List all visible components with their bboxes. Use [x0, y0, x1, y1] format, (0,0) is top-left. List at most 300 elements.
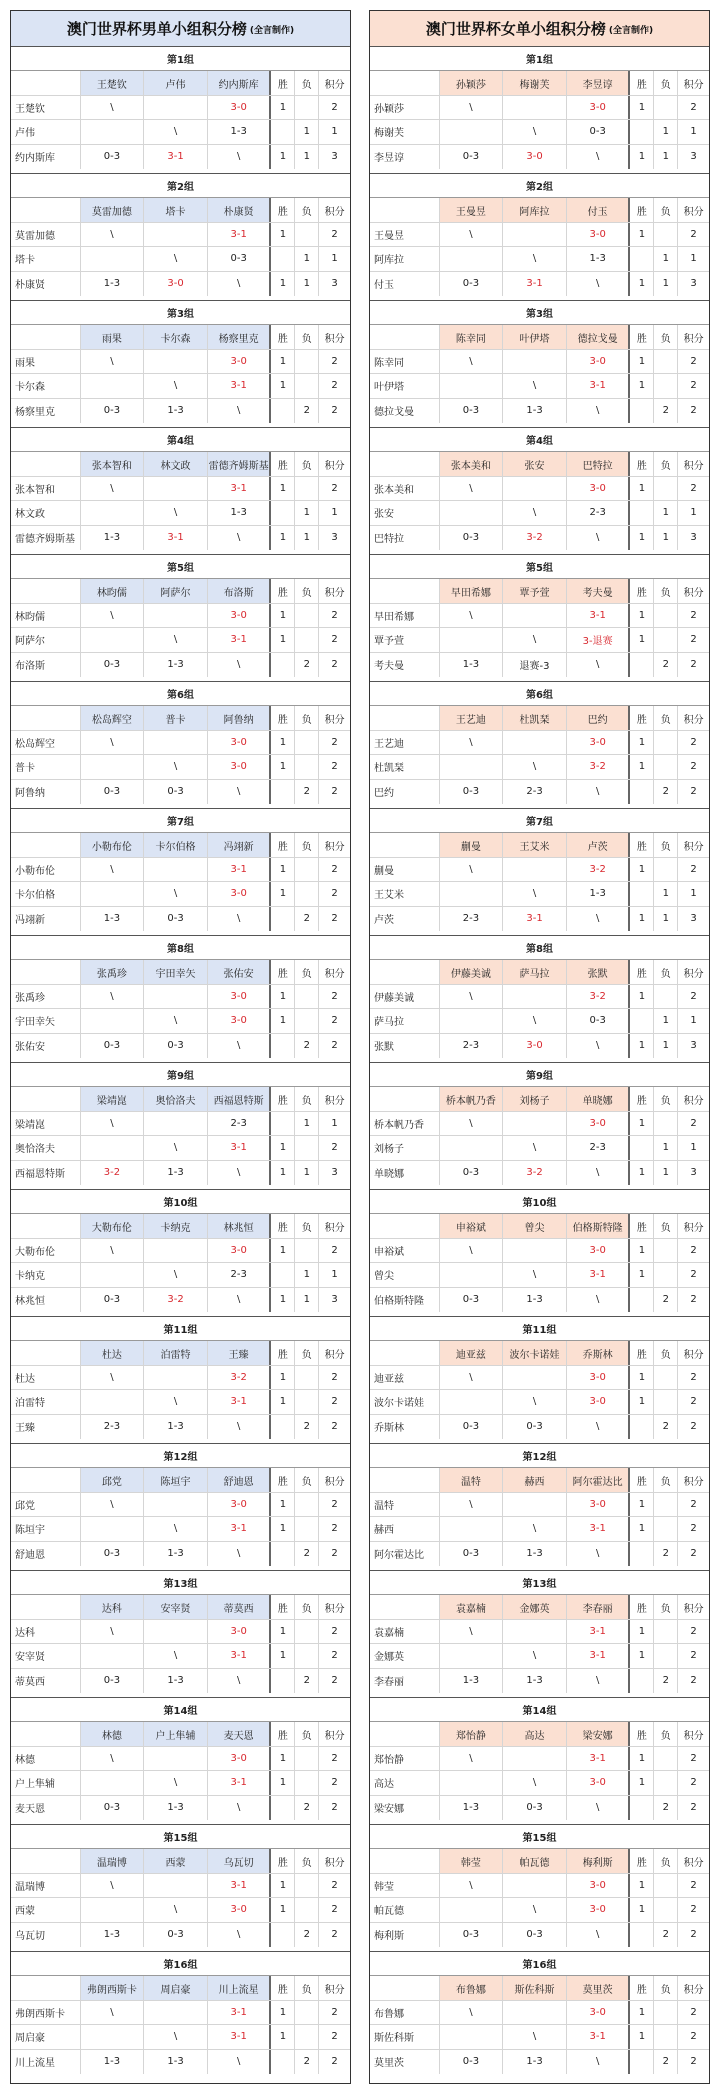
score-cell: \	[567, 2050, 631, 2074]
points-cell: 2	[331, 1548, 338, 1560]
stat-header: 胜	[271, 960, 295, 983]
score-cell: 0-3	[81, 1288, 145, 1312]
score-cell: 1-3	[440, 1669, 504, 1693]
player-name: 梅谢芙	[370, 120, 440, 143]
losses-cell: 1	[654, 247, 678, 270]
wins-cell: 1	[271, 1009, 295, 1032]
points-cell: 2	[331, 228, 338, 240]
opponent-header: 李昱谆	[567, 71, 631, 94]
score-cell	[503, 1620, 567, 1643]
points-cell: 1	[690, 126, 697, 138]
stat-header: 积分	[683, 587, 704, 599]
wins-cell: 1	[630, 1874, 654, 1897]
score-cell: 3-1	[144, 526, 208, 550]
stat-header: 胜	[271, 833, 295, 856]
wins-cell: 1	[630, 731, 654, 754]
table-row	[370, 1923, 709, 1947]
score-cell: 3-0	[567, 1874, 631, 1897]
losses-cell	[654, 858, 678, 881]
player-name: 蒂莫西	[11, 1669, 81, 1693]
points-cell: 2	[690, 2056, 697, 2068]
wins-cell: 1	[630, 374, 654, 397]
score-cell: 3-1	[567, 1263, 631, 1286]
table-row	[370, 350, 709, 374]
losses-cell	[654, 1112, 678, 1135]
score-cell: \	[81, 1239, 145, 1262]
opponent-header: 金娜英	[503, 1595, 567, 1618]
points-cell: 2	[690, 609, 697, 621]
losses-cell: 1	[654, 120, 678, 143]
score-cell: \	[567, 272, 631, 296]
score-cell	[503, 1366, 567, 1389]
opponent-header: 蒯曼	[440, 833, 504, 856]
wins-cell: 1	[630, 96, 654, 119]
losses-cell: 2	[654, 399, 678, 423]
player-name: 韩莹	[370, 1874, 440, 1897]
score-cell: \	[81, 604, 145, 627]
group-block	[11, 174, 350, 301]
score-cell	[144, 477, 208, 500]
points-cell: 2	[331, 1777, 338, 1789]
score-cell: 3-1	[208, 1644, 272, 1667]
wins-cell	[630, 501, 654, 524]
table-row	[11, 1366, 350, 1390]
opponent-header: 斯佐科斯	[503, 1976, 567, 1999]
table-row	[11, 2025, 350, 2049]
points-cell: 3	[690, 151, 697, 163]
table-row	[370, 1415, 709, 1439]
score-cell	[144, 985, 208, 1008]
wins-cell: 1	[271, 1390, 295, 1413]
opponent-header: 大勒布伦	[81, 1214, 145, 1237]
score-cell: \	[208, 2050, 272, 2074]
player-name: 孙颖莎	[370, 96, 440, 119]
points-cell: 2	[690, 405, 697, 417]
table-row	[11, 1263, 350, 1287]
points-cell: 2	[690, 1752, 697, 1764]
table-row	[11, 1161, 350, 1185]
losses-cell: 2	[295, 653, 319, 677]
wins-cell	[630, 780, 654, 804]
group-header-row	[370, 198, 709, 222]
score-cell: 0-3	[81, 399, 145, 423]
table-row	[11, 1874, 350, 1898]
table-row	[370, 1517, 709, 1541]
stat-header: 胜	[271, 198, 295, 221]
player-name: 桥本帆乃香	[370, 1112, 440, 1135]
points-cell: 3	[690, 913, 697, 925]
score-cell: 0-3	[440, 1415, 504, 1439]
losses-cell	[295, 1771, 319, 1794]
score-cell: 3-1	[567, 1747, 631, 1770]
points-cell: 2	[690, 736, 697, 748]
score-cell: 0-3	[440, 526, 504, 550]
points-cell: 2	[331, 990, 338, 1002]
stat-header: 负	[295, 1087, 319, 1110]
score-cell: 3-0	[567, 223, 631, 246]
points-cell: 2	[331, 913, 338, 925]
wins-cell	[630, 1542, 654, 1566]
score-cell: \	[503, 1390, 567, 1413]
score-cell: 0-3	[81, 1542, 145, 1566]
score-cell: 3-0	[208, 1747, 272, 1770]
score-cell: 3-1	[208, 374, 272, 397]
corner-cell	[11, 452, 81, 475]
score-cell: \	[208, 1161, 272, 1185]
losses-cell	[654, 350, 678, 373]
stat-header: 胜	[271, 1214, 295, 1237]
player-name: 萨马拉	[370, 1009, 440, 1032]
stat-header: 负	[654, 833, 678, 856]
opponent-header: 王楚钦	[81, 71, 145, 94]
score-cell: 1-3	[567, 882, 631, 905]
losses-cell	[654, 985, 678, 1008]
score-cell: \	[440, 604, 504, 627]
opponent-header: 王曼昱	[440, 198, 504, 221]
losses-cell	[295, 477, 319, 500]
score-cell	[440, 882, 504, 905]
opponent-header: 蒂莫西	[208, 1595, 272, 1618]
score-cell: \	[567, 399, 631, 423]
score-cell: 3-1	[144, 145, 208, 169]
stat-header: 负	[654, 1849, 678, 1872]
score-cell: \	[144, 1390, 208, 1413]
score-cell: 3-2	[567, 858, 631, 881]
points-cell: 2	[331, 888, 338, 900]
group-block	[11, 1444, 350, 1571]
losses-cell	[654, 1390, 678, 1413]
points-cell: 2	[331, 1650, 338, 1662]
score-cell: 1-3	[144, 1161, 208, 1185]
losses-cell: 2	[654, 2050, 678, 2074]
opponent-header: 巴约	[567, 706, 631, 729]
score-cell: \	[208, 1796, 272, 1820]
score-cell	[503, 223, 567, 246]
opponent-header: 梅利斯	[567, 1849, 631, 1872]
score-cell: \	[144, 1898, 208, 1921]
score-cell	[503, 350, 567, 373]
table-row	[370, 2050, 709, 2074]
wins-cell	[271, 1796, 295, 1820]
table-row	[370, 1874, 709, 1898]
score-cell: 0-3	[503, 1796, 567, 1820]
losses-cell: 2	[654, 1796, 678, 1820]
group-title: 第6组	[370, 682, 709, 706]
stat-header: 胜	[271, 1722, 295, 1745]
opponent-header: 韩莹	[440, 1849, 504, 1872]
stat-header: 负	[295, 1468, 319, 1491]
stat-header: 积分	[683, 79, 704, 91]
opponent-header: 萨马拉	[503, 960, 567, 983]
group-block	[370, 1317, 709, 1444]
group-block	[370, 809, 709, 936]
score-cell: 3-2	[144, 1288, 208, 1312]
score-cell: 1-3	[440, 1796, 504, 1820]
score-cell: \	[503, 120, 567, 143]
score-cell: 1-3	[503, 2050, 567, 2074]
corner-cell	[370, 71, 440, 94]
group-title: 第9组	[370, 1063, 709, 1087]
table-row	[370, 1263, 709, 1287]
points-cell: 2	[331, 634, 338, 646]
losses-cell	[295, 374, 319, 397]
score-cell: 3-1	[208, 1517, 272, 1540]
wins-cell: 1	[630, 1390, 654, 1413]
score-cell: \	[144, 1009, 208, 1032]
score-cell: \	[208, 399, 272, 423]
score-cell: 3-1	[208, 1136, 272, 1159]
table-row	[11, 780, 350, 804]
table-row	[370, 477, 709, 501]
player-name: 麦天恩	[11, 1796, 81, 1820]
table-row	[370, 1366, 709, 1390]
group-title: 第13组	[11, 1571, 350, 1595]
wins-cell: 1	[630, 477, 654, 500]
score-cell	[503, 1239, 567, 1262]
stat-header: 胜	[271, 452, 295, 475]
table-row	[370, 1239, 709, 1263]
stat-header: 积分	[683, 1857, 704, 1869]
stat-header: 负	[654, 1976, 678, 1999]
table-row	[370, 1112, 709, 1136]
opponent-header: 卡尔森	[144, 325, 208, 348]
stat-header: 负	[295, 706, 319, 729]
score-cell: 3-2	[503, 1161, 567, 1185]
score-cell: 3-1	[567, 604, 631, 627]
opponent-header: 卢伟	[144, 71, 208, 94]
losses-cell	[654, 374, 678, 397]
group-block	[11, 1063, 350, 1190]
player-name: 阿鲁纳	[11, 780, 81, 804]
table-row	[370, 653, 709, 677]
player-name: 张安	[370, 501, 440, 524]
wins-cell: 1	[271, 1517, 295, 1540]
score-cell: \	[503, 882, 567, 905]
losses-cell	[295, 2025, 319, 2048]
score-cell: 3-0	[567, 477, 631, 500]
group-header-row	[370, 1722, 709, 1746]
player-name: 刘杨子	[370, 1136, 440, 1159]
group-header-row	[370, 1468, 709, 1492]
opponent-header: 约内斯库	[208, 71, 272, 94]
stat-header: 负	[654, 1722, 678, 1745]
opponent-header: 莫里茨	[567, 1976, 631, 1999]
losses-cell: 1	[295, 501, 319, 524]
losses-cell	[295, 1009, 319, 1032]
table-row	[370, 1747, 709, 1771]
table-row	[370, 1009, 709, 1033]
score-cell: 3-1	[503, 907, 567, 931]
group-title: 第15组	[370, 1825, 709, 1849]
table-row	[370, 2001, 709, 2025]
score-cell	[440, 1263, 504, 1286]
group-title: 第4组	[11, 428, 350, 452]
score-cell: 0-3	[440, 145, 504, 169]
table-row	[11, 1288, 350, 1312]
score-cell: \	[503, 1898, 567, 1921]
score-cell: 3-2	[208, 1366, 272, 1389]
opponent-header: 周启豪	[144, 1976, 208, 1999]
score-cell: \	[440, 1366, 504, 1389]
score-cell: 0-3	[81, 145, 145, 169]
score-cell	[440, 1136, 504, 1159]
score-cell: \	[81, 350, 145, 373]
player-name: 申裕斌	[370, 1239, 440, 1262]
losses-cell	[295, 1620, 319, 1643]
player-name: 阿尔霍达比	[370, 1542, 440, 1566]
wins-cell: 1	[271, 1620, 295, 1643]
points-cell: 2	[331, 1675, 338, 1687]
player-name: 冯翊新	[11, 907, 81, 931]
score-cell: \	[503, 1517, 567, 1540]
score-cell: 3-0	[567, 1112, 631, 1135]
group-title: 第13组	[370, 1571, 709, 1595]
group-block	[370, 1952, 709, 2079]
score-cell: 2-3	[567, 501, 631, 524]
opponent-header: 梁安娜	[567, 1722, 631, 1745]
score-cell: \	[440, 1493, 504, 1516]
group-block	[11, 1698, 350, 1825]
losses-cell: 2	[654, 1288, 678, 1312]
wins-cell: 1	[271, 628, 295, 651]
group-block	[370, 1444, 709, 1571]
score-cell: \	[81, 731, 145, 754]
corner-cell	[370, 198, 440, 221]
score-cell: \	[81, 1620, 145, 1643]
points-cell: 2	[690, 863, 697, 875]
score-cell: 1-3	[503, 1542, 567, 1566]
stat-header: 胜	[630, 1849, 654, 1872]
group-header-row	[11, 452, 350, 476]
stat-header: 负	[654, 1468, 678, 1491]
player-name: 德拉戈曼	[370, 399, 440, 423]
group-header-row	[11, 1087, 350, 1111]
score-cell: 1-3	[144, 399, 208, 423]
table-row	[11, 374, 350, 398]
table-row	[11, 350, 350, 374]
score-cell: 3-1	[208, 223, 272, 246]
score-cell: \	[144, 882, 208, 905]
stat-header: 胜	[271, 1849, 295, 1872]
losses-cell: 2	[654, 1669, 678, 1693]
opponent-header: 达科	[81, 1595, 145, 1618]
group-header-row	[370, 579, 709, 603]
score-cell	[440, 501, 504, 524]
score-cell	[81, 628, 145, 651]
player-name: 安宰贤	[11, 1644, 81, 1667]
points-cell: 2	[690, 1802, 697, 1814]
stat-header: 胜	[271, 1087, 295, 1110]
player-name: 布洛斯	[11, 653, 81, 677]
wins-cell	[630, 1796, 654, 1820]
points-cell: 2	[690, 1675, 697, 1687]
score-cell: \	[567, 1034, 631, 1058]
player-name: 杨察里克	[11, 399, 81, 423]
table-row	[11, 1796, 350, 1820]
player-name: 覃予萱	[370, 628, 440, 651]
score-cell: 1-3	[81, 526, 145, 550]
score-cell: 0-3	[440, 1161, 504, 1185]
group-header-row	[370, 706, 709, 730]
score-cell: 0-3	[81, 780, 145, 804]
losses-cell: 1	[654, 1009, 678, 1032]
losses-cell	[295, 985, 319, 1008]
table-row	[370, 1288, 709, 1312]
points-cell: 3	[690, 1167, 697, 1179]
table-row	[370, 858, 709, 882]
table-row	[11, 1112, 350, 1136]
player-name: 卡纳克	[11, 1263, 81, 1286]
player-name: 泊雷特	[11, 1390, 81, 1413]
score-cell: 1-3	[503, 399, 567, 423]
losses-cell: 1	[295, 1263, 319, 1286]
score-cell: \	[567, 1161, 631, 1185]
player-name: 王臻	[11, 1415, 81, 1439]
player-name: 袁嘉楠	[370, 1620, 440, 1643]
points-cell: 2	[690, 634, 697, 646]
score-cell: \	[208, 1669, 272, 1693]
wins-cell: 1	[630, 1898, 654, 1921]
score-cell: 3-0	[208, 1239, 272, 1262]
points-cell: 2	[690, 1244, 697, 1256]
losses-cell: 1	[654, 1136, 678, 1159]
score-cell: \	[440, 477, 504, 500]
group-title: 第16组	[11, 1952, 350, 1976]
player-name: 早田希娜	[370, 604, 440, 627]
opponent-header: 林德	[81, 1722, 145, 1745]
opponent-header: 伯格斯特隆	[567, 1214, 631, 1237]
losses-cell	[295, 2001, 319, 2024]
corner-cell	[11, 1976, 81, 1999]
group-header-row	[11, 833, 350, 857]
group-header-row	[11, 579, 350, 603]
score-cell	[503, 1874, 567, 1897]
women-groups	[370, 47, 709, 2079]
losses-cell	[654, 1263, 678, 1286]
player-name: 巴特拉	[370, 526, 440, 550]
wins-cell: 1	[630, 223, 654, 246]
wins-cell: 1	[630, 1620, 654, 1643]
stat-header: 负	[295, 1722, 319, 1745]
stat-header: 积分	[324, 968, 345, 980]
player-name: 大勒布伦	[11, 1239, 81, 1262]
opponent-header: 林兆恒	[208, 1214, 272, 1237]
player-name: 梁靖崑	[11, 1112, 81, 1135]
wins-cell: 1	[271, 374, 295, 397]
opponent-header: 温瑞博	[81, 1849, 145, 1872]
stat-header: 积分	[683, 1222, 704, 1234]
wins-cell: 1	[630, 350, 654, 373]
opponent-header: 泊雷特	[144, 1341, 208, 1364]
losses-cell: 2	[295, 1415, 319, 1439]
stat-header: 胜	[630, 1214, 654, 1237]
wins-cell: 1	[630, 1747, 654, 1770]
losses-cell: 1	[295, 1112, 319, 1135]
stat-header: 胜	[630, 1722, 654, 1745]
points-cell: 2	[690, 1879, 697, 1891]
opponent-header: 陈幸同	[440, 325, 504, 348]
table-row	[11, 731, 350, 755]
points-cell: 3	[331, 278, 338, 290]
losses-cell: 1	[654, 907, 678, 931]
opponent-header: 迪亚兹	[440, 1341, 504, 1364]
losses-cell	[295, 1644, 319, 1667]
score-cell: \	[440, 1112, 504, 1135]
table-row	[370, 526, 709, 550]
group-header-row	[370, 1214, 709, 1238]
points-cell: 1	[331, 126, 338, 138]
points-cell: 2	[331, 1523, 338, 1535]
